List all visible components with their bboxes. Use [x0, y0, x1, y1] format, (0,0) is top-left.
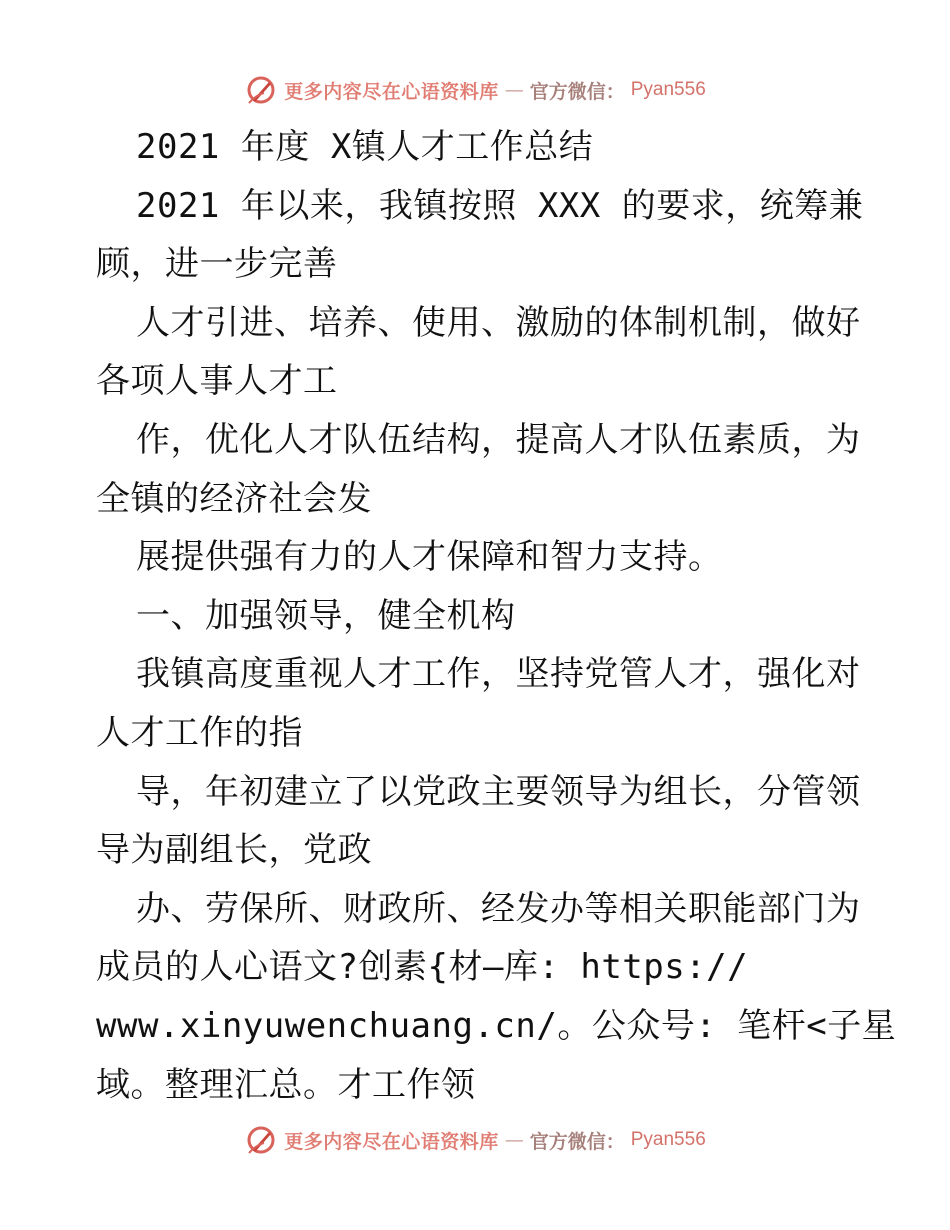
banner-wechat-label: 官方微信： — [529, 1130, 625, 1153]
banner-separator: — — [504, 1129, 524, 1151]
footer-watermark-banner — [0, 1120, 950, 1160]
paragraph-line: 作，优化人才队伍结构，提高人才队伍素质，为 — [136, 419, 861, 460]
paragraph-line: 人才工作的指 — [96, 712, 303, 753]
banner-site-text: 更多内容尽在心语资料库 — [284, 80, 499, 103]
paragraph-line: www.xinyuwenchuang.cn/。公众号: 笔杆<子星 — [96, 1005, 897, 1046]
paragraph-line: 办、劳保所、财政所、经发办等相关职能部门为 — [136, 888, 861, 929]
paragraph-line: 人才引进、培养、使用、激励的体制机制，做好 — [136, 302, 861, 343]
paragraph-line: 成员的人心语文?创素{材—库: https:// — [96, 947, 749, 988]
quill-pen-logo-icon — [244, 73, 278, 107]
banner-site-text: 更多内容尽在心语资料库 — [284, 1130, 499, 1153]
banner-wechat-id: Pyan556 — [630, 79, 706, 100]
paragraph-line: 导，年初建立了以党政主要领导为组长，分管领 — [136, 771, 861, 812]
paragraph-line: 全镇的经济社会发 — [96, 478, 372, 519]
paragraph-line: 导为副组长，党政 — [96, 830, 372, 871]
paragraph-line: 域。整理汇总。才工作领 — [96, 1064, 476, 1105]
paragraph-line: 2021 年以来，我镇按照 XXX 的要求，统筹兼 — [136, 185, 864, 226]
banner-separator: — — [504, 79, 524, 101]
paragraph-line: 我镇高度重视人才工作，坚持党管人才，强化对 — [136, 654, 861, 695]
header-watermark-banner — [0, 70, 950, 110]
section-heading: 一、加强领导，健全机构 — [136, 595, 516, 636]
quill-pen-logo-icon — [244, 1123, 278, 1157]
paragraph-line: 展提供强有力的人才保障和智力支持。 — [136, 537, 723, 578]
banner-wechat-id: Pyan556 — [630, 1129, 706, 1150]
document-title: 2021 年度 X镇人才工作总结 — [136, 127, 594, 167]
banner-wechat-label: 官方微信： — [529, 80, 625, 103]
paragraph-line: 各项人事人才工 — [96, 361, 338, 402]
paragraph-line: 顾，进一步完善 — [96, 244, 338, 285]
document-body — [96, 118, 897, 1114]
